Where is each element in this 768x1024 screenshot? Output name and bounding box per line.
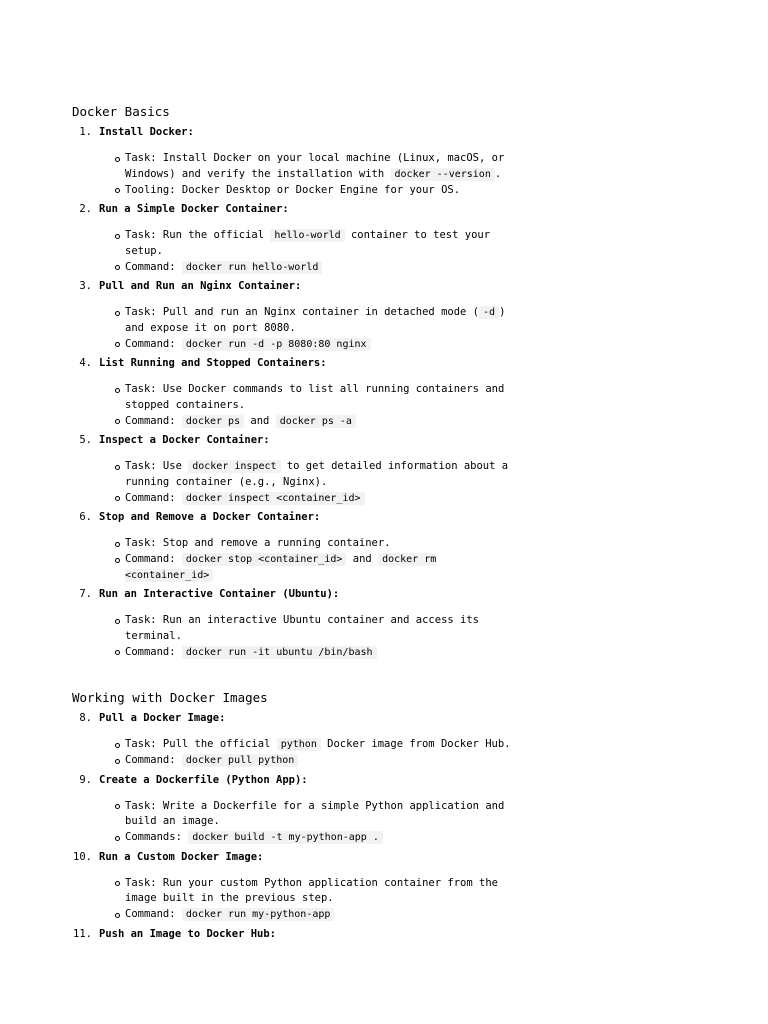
text-run: Command: [125, 414, 182, 427]
text-run: Tooling: Docker Desktop or Docker Engine for your OS. [125, 183, 461, 196]
list-item [72, 357, 672, 429]
text-run: Task: Pull the official [125, 738, 277, 750]
document-content [72, 103, 672, 941]
inline-code: docker inspect <container_id> [182, 492, 365, 505]
text-run: Task: Run your custom Python application container from the image built in the previous step. [125, 876, 498, 904]
item-number: 1. [79, 126, 92, 138]
item-heading [72, 588, 672, 601]
item-title: List Running and Stopped Containers: [99, 357, 327, 369]
item-heading [72, 280, 672, 293]
list-item [72, 928, 672, 941]
item-number: 7. [79, 588, 92, 600]
section-heading: Docker Basics [72, 104, 170, 119]
inline-code: docker build -t my-python-app . [188, 831, 383, 844]
inline-code: -d [479, 306, 499, 319]
text-run: and [244, 414, 276, 427]
sub-list-item [72, 613, 672, 644]
sub-list [72, 151, 672, 198]
text-run: Task: Install Docker on your local machine (Linux, macOS, or Windows) and verify the installation with [125, 152, 505, 180]
inline-code: docker run -d -p 8080:80 nginx [182, 338, 371, 351]
text-run: Command: [125, 337, 182, 350]
inline-code: python [277, 738, 321, 751]
item-title: Push an Image to Docker Hub: [99, 927, 277, 940]
sub-list-item [72, 799, 672, 830]
text-run: . [494, 167, 502, 180]
list-item [72, 588, 672, 660]
item-title: Run a Simple Docker Container: [99, 203, 289, 215]
sub-list-item [72, 183, 672, 199]
text-run: Command: [125, 754, 182, 766]
item-number: 2. [79, 203, 92, 215]
item-title: Run a Custom Docker Image: [99, 850, 264, 863]
text-run: Task: Run an interactive Ubuntu container and access its terminal. [125, 614, 480, 642]
sub-list-item [72, 305, 672, 336]
list-item [72, 511, 672, 583]
section-spacer [72, 665, 672, 689]
text-run: Docker image from Docker Hub. [320, 738, 511, 750]
inline-code: docker run hello-world [182, 261, 322, 274]
sub-list-item [72, 382, 672, 413]
sub-list-item [72, 228, 672, 259]
inline-code: docker inspect [188, 460, 280, 473]
item-title: Create a Dockerfile (Python App): [99, 773, 308, 786]
inline-code: docker ps [182, 415, 244, 428]
text-run: Task: Use Docker commands to list all running containers and stopped containers. [125, 383, 505, 411]
text-run: and [346, 553, 379, 565]
inline-code: docker --version [391, 168, 495, 181]
sub-list-item [72, 260, 672, 276]
sub-list [72, 737, 672, 769]
item-heading [72, 434, 672, 447]
sub-list-item [72, 337, 672, 353]
sub-list-item [72, 491, 672, 507]
item-number: 9. [79, 773, 92, 786]
list-item [72, 712, 672, 769]
sub-list-item [72, 737, 672, 753]
item-heading [72, 126, 672, 139]
sub-list-item [72, 552, 672, 583]
item-heading [72, 851, 672, 864]
text-run: Command: [125, 491, 182, 504]
sub-list [72, 459, 672, 506]
sub-list [72, 536, 672, 583]
text-run: Command: [125, 553, 182, 565]
item-title: Run an Interactive Container (Ubuntu): [99, 588, 340, 600]
item-number: 4. [79, 357, 92, 369]
item-title: Pull and Run an Nginx Container: [99, 280, 302, 292]
item-title: Inspect a Docker Container: [99, 434, 270, 446]
list-item [72, 434, 672, 506]
text-run: Task: Write a Dockerfile for a simple Python application and build an image. [125, 799, 505, 827]
sub-list [72, 305, 672, 352]
sub-list-item [72, 536, 672, 552]
item-number: 3. [79, 280, 92, 292]
text-run: Task: Run the official [125, 229, 271, 241]
text-run: to get detailed information about a running container (e.g., Nginx). [125, 460, 509, 488]
text-run: Commands: [125, 831, 189, 843]
sub-list [72, 799, 672, 846]
inline-code: docker stop <container_id> [182, 553, 347, 566]
text-run: container to test your setup. [125, 229, 491, 257]
item-title: Pull a Docker Image: [99, 712, 226, 724]
inline-code: docker run my-python-app [182, 908, 335, 921]
item-number: 5. [79, 434, 92, 446]
sub-list-item [72, 907, 672, 923]
list-item [72, 126, 672, 198]
item-heading [72, 928, 672, 941]
sub-list-item [72, 151, 672, 182]
item-number: 10. [73, 850, 92, 863]
item-heading [72, 511, 672, 524]
item-heading [72, 203, 672, 216]
sub-list-item [72, 753, 672, 769]
item-number: 6. [79, 511, 92, 523]
item-heading [72, 774, 672, 787]
list-item [72, 203, 672, 275]
sub-list-item [72, 645, 672, 661]
text-run: Task: Stop and remove a running container. [125, 537, 391, 549]
inline-code: hello-world [270, 229, 344, 242]
list-item [72, 280, 672, 352]
list-item [72, 851, 672, 923]
sub-list-item [72, 876, 672, 907]
item-heading [72, 712, 672, 725]
sub-list [72, 382, 672, 429]
text-run: Task: Use [125, 460, 189, 472]
text-run: Command: [125, 908, 182, 920]
item-title: Stop and Remove a Docker Container: [99, 511, 321, 523]
sub-list-item [72, 414, 672, 430]
item-number: 8. [79, 712, 92, 724]
item-title: Install Docker: [99, 126, 194, 138]
sub-list-item [72, 830, 672, 846]
item-heading [72, 357, 672, 370]
sub-list [72, 876, 672, 923]
text-run: ) and expose it on port 8080. [125, 306, 506, 334]
inline-code: docker pull python [182, 754, 298, 767]
inline-code: docker run -it ubuntu /bin/bash [182, 646, 377, 659]
list-item [72, 774, 672, 846]
text-run: Task: Pull and run an Nginx container in detached mode ( [125, 306, 480, 318]
item-number: 11. [73, 927, 92, 940]
sub-list-item [72, 459, 672, 490]
inline-code: docker rm <container_id> [125, 554, 437, 581]
text-run: Command: [125, 645, 182, 658]
sub-list [72, 613, 672, 660]
section-heading: Working with Docker Images [72, 690, 268, 705]
text-run: Command: [125, 260, 182, 273]
sub-list [72, 228, 672, 275]
inline-code: docker ps -a [276, 415, 356, 428]
